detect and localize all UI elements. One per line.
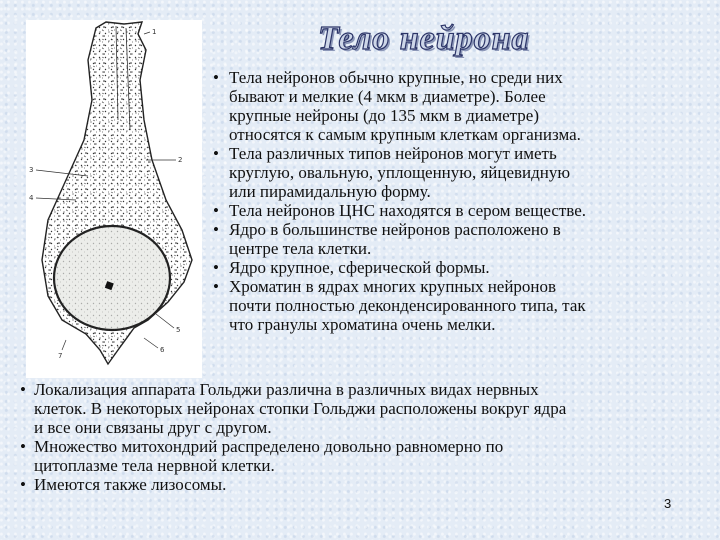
bullet-item	[207, 144, 707, 201]
bullet-line: • Тела различных типов нейронов могут иметь	[229, 144, 557, 163]
bullet-line: или пирамидальную форму.	[229, 182, 431, 201]
bullet-line: крупные нейроны (до 135 мкм в диаметре)	[229, 106, 540, 125]
page-number: 3	[664, 496, 672, 511]
bullet-item	[207, 258, 707, 277]
bullet-line: • Множество митохондрий распределено довольно равномерно по	[34, 437, 504, 456]
bullet-line: центре тела клетки.	[229, 239, 372, 258]
figure-label-2: 2	[178, 156, 183, 164]
bullet-list-lower	[16, 380, 706, 494]
figure-label-3: 3	[29, 166, 34, 174]
figure-label-7: 7	[58, 352, 63, 360]
bullet-line: • Тела нейронов ЦНС находятся в сером веществе.	[229, 201, 587, 220]
bullet-item	[207, 68, 707, 144]
slide-title: Тело нейрона	[318, 20, 530, 57]
bullet-line: относятся к самым крупным клеткам организма.	[229, 125, 581, 144]
bullet-line: • Локализация аппарата Гольджи различна в различных видах нервных	[34, 380, 539, 399]
bullet-item	[207, 201, 707, 220]
bullet-line: • Имеются также лизосомы.	[34, 475, 227, 494]
bullet-line: и все они связаны друг с другом.	[34, 418, 272, 437]
figure-label-6: 6	[160, 346, 165, 354]
figure-label-4: 4	[29, 194, 34, 202]
bullet-item	[207, 277, 707, 334]
bullet-line: что гранулы хроматина очень мелки.	[229, 315, 496, 334]
neuron-illustration	[26, 20, 202, 378]
figure-label-1: 1	[152, 28, 157, 36]
bullet-item	[207, 220, 707, 258]
bullet-line: • Хроматин в ядрах многих крупных нейронов	[229, 277, 557, 296]
neuron-drawing	[26, 20, 202, 378]
bullet-line: круглую, овальную, уплощенную, яйцевидную	[229, 163, 571, 182]
bullet-line: бывают и мелкие (4 мкм в диаметре). Более	[229, 87, 546, 106]
bullet-line: цитоплазме тела нервной клетки.	[34, 456, 275, 475]
bullet-item	[16, 380, 706, 437]
bullet-line: • Ядро крупное, сферической формы.	[229, 258, 490, 277]
bullet-item	[16, 437, 706, 475]
bullet-item	[16, 475, 706, 494]
bullet-line: • Тела нейронов обычно крупные, но среди них	[229, 68, 563, 87]
figure-label-5: 5	[176, 326, 181, 334]
bullet-list-upper	[207, 68, 707, 334]
bullet-line: клеток. В некоторых нейронах стопки Гольджи расположены вокруг ядра	[34, 399, 567, 418]
bullet-line: • Ядро в большинстве нейронов расположено в	[229, 220, 561, 239]
bullet-line: почти полностью деконденсированного типа, так	[229, 296, 586, 315]
